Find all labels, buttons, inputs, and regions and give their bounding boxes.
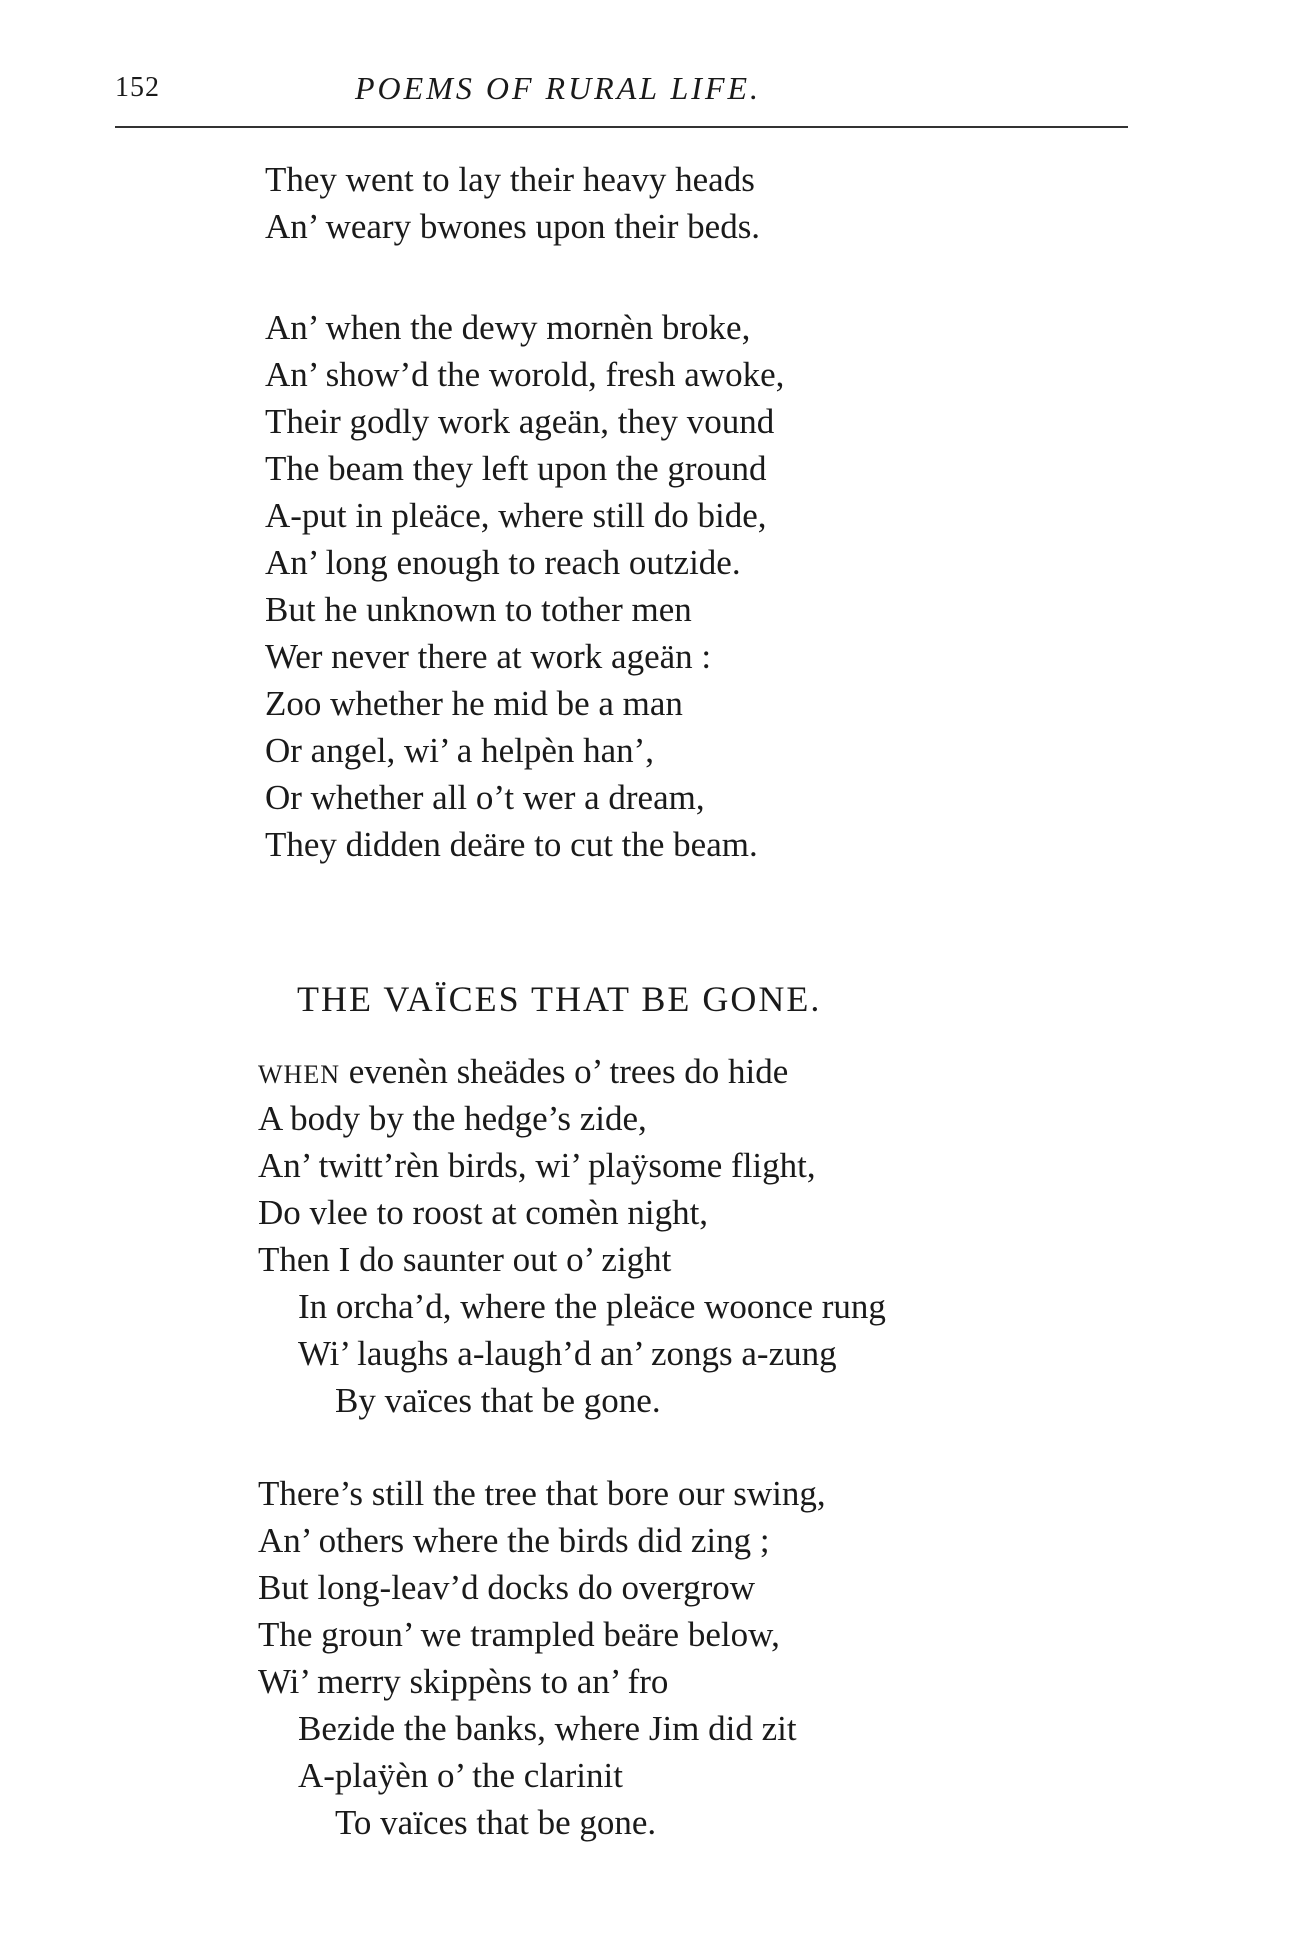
poem-line: An’ weary bwones upon their beds. <box>265 207 761 246</box>
poem-line: Do vlee to roost at comèn night, <box>258 1193 709 1232</box>
poem-line: They went to lay their heavy heads <box>265 160 755 199</box>
poem-line: They didden deäre to cut the beam. <box>265 825 758 864</box>
small-caps-opening-word: WHEN <box>258 1060 340 1089</box>
poem-line: Then I do saunter out o’ zight <box>258 1240 672 1279</box>
poem-line: There’s still the tree that bore our swing, <box>258 1474 826 1513</box>
poem-line: Or angel, wi’ a helpèn han’, <box>265 731 655 770</box>
poem-line: An’ others where the birds did zing ; <box>258 1521 770 1560</box>
poem-line: The beam they left upon the ground <box>265 449 767 488</box>
poem-line-first <box>258 1052 788 1095</box>
poem-line: But he unknown to tother men <box>265 590 692 629</box>
page-number: 152 <box>115 72 160 103</box>
running-title: POEMS OF RURAL LIFE. <box>355 70 762 106</box>
poem-refrain: To vaïces that be gone. <box>335 1803 657 1842</box>
poem-line: But long-leav’d docks do overgrow <box>258 1568 756 1607</box>
poem-line: Their godly work ageän, they vound <box>265 402 775 441</box>
poem-line: An’ long enough to reach outzide. <box>265 543 741 582</box>
poem-title: THE VAÏCES THAT BE GONE. <box>297 979 822 1019</box>
poem-line: Zoo whether he mid be a man <box>265 684 683 723</box>
poem-line-indented: Bezide the banks, where Jim did zit <box>298 1709 797 1748</box>
poem-line: Or whether all o’t wer a dream, <box>265 778 705 817</box>
poem-line-rest: evenèn sheädes o’ trees do hide <box>339 1052 789 1091</box>
poem-line: A-put in pleäce, where still do bide, <box>265 496 767 535</box>
poem-line: A body by the hedge’s zide, <box>258 1099 647 1138</box>
header-rule <box>115 126 1128 128</box>
poem-line: Wer never there at work ageän : <box>265 637 712 676</box>
poem-line-indented: Wi’ laughs a-laugh’d an’ zongs a-zung <box>298 1334 837 1373</box>
poem-line: An’ show’d the worold, fresh awoke, <box>265 355 785 394</box>
poem-line: The groun’ we trampled beäre below, <box>258 1615 780 1654</box>
poem-line: An’ when the dewy mornèn broke, <box>265 308 751 347</box>
poem-line: An’ twitt’rèn birds, wi’ plaÿsome flight, <box>258 1146 816 1185</box>
poem-line: Wi’ merry skippèns to an’ fro <box>258 1662 669 1701</box>
poem-line-indented: A-plaÿèn o’ the clarinit <box>298 1756 623 1795</box>
poem-refrain: By vaïces that be gone. <box>335 1381 661 1420</box>
poem-line-indented: In orcha’d, where the pleäce woonce rung <box>298 1287 886 1326</box>
